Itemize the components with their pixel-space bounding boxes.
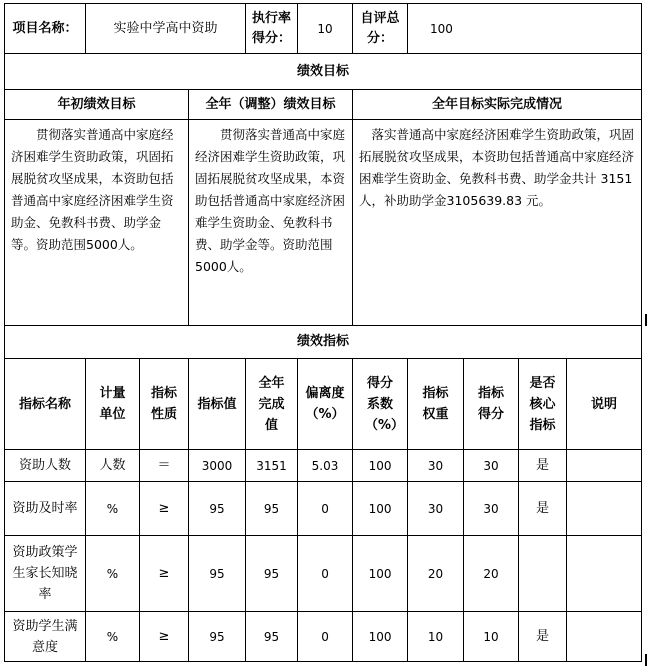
indicator-actual: 95	[246, 536, 298, 612]
col-score: 指标得分	[464, 359, 519, 450]
indicator-coefficient: 100	[353, 536, 408, 612]
exec-rate-score: 10	[298, 4, 353, 54]
indicator-deviation: 0	[298, 536, 353, 612]
indicator-target: 95	[189, 612, 246, 662]
indicator-name: 资助学生满意度	[5, 612, 86, 662]
goals-section-row	[5, 54, 642, 90]
col-weight: 指标权重	[408, 359, 464, 450]
indicator-coefficient: 100	[353, 450, 408, 482]
indicator-deviation: 0	[298, 612, 353, 662]
goals-content-row	[5, 120, 642, 326]
indicators-header-row	[5, 359, 642, 450]
self-eval-label	[353, 4, 408, 54]
adjusted-goal-text: 贯彻落实普通高中家庭经济困难学生资助政策，巩固拓展脱贫攻坚成果，本资助包括普通高中家庭经济困难学生资助金、免教科书费、助学金等。资助范围 5000人。	[189, 120, 353, 326]
project-name-value: 实验中学高中资助	[86, 4, 246, 54]
indicator-score: 30	[464, 482, 519, 536]
indicator-target: 95	[189, 482, 246, 536]
indicator-actual: 95	[246, 612, 298, 662]
indicator-score: 20	[464, 536, 519, 612]
indicator-actual: 95	[246, 482, 298, 536]
indicator-weight: 30	[408, 450, 464, 482]
initial-goal-text: 贯彻落实普通高中家庭经济困难学生资助政策，巩固拓展脱贫攻坚成果，本资助包括普通高中家庭经济困难学生资助金、免教科书费、助学金等。资助范围5000人。	[5, 120, 189, 326]
indicator-unit: 人数	[86, 450, 140, 482]
performance-table	[4, 3, 642, 662]
indicator-weight: 20	[408, 536, 464, 612]
indicators-section-title: 绩效指标	[5, 326, 642, 359]
indicator-weight: 30	[408, 482, 464, 536]
indicator-name: 资助人数	[5, 450, 86, 482]
indicator-score: 10	[464, 612, 519, 662]
indicator-unit: %	[86, 612, 140, 662]
indicator-note	[567, 536, 642, 612]
exec-rate-label-line2: 得分：	[252, 30, 292, 46]
goals-header-row	[5, 90, 642, 120]
indicator-name: 资助政策学生家长知晓率	[5, 536, 86, 612]
table-row	[5, 612, 642, 662]
col-note: 说明	[567, 359, 642, 450]
indicator-deviation: 5.03	[298, 450, 353, 482]
col-deviation: 偏离度（%）	[298, 359, 353, 450]
self-eval-score: 100	[408, 4, 642, 54]
indicator-target: 3000	[189, 450, 246, 482]
col-core: 是否核心指标	[519, 359, 567, 450]
col-actual: 全年完成值	[246, 359, 298, 450]
actual-completion-text: 落实普通高中家庭经济困难学生资助政策，巩固拓展脱贫攻坚成果，本资助包括普通高中家庭经济困难学生资助金、免教科书费、助学金共计 3151 人，补助助学金3105639.83 元。	[353, 120, 642, 326]
indicator-weight: 10	[408, 612, 464, 662]
indicator-coefficient: 100	[353, 482, 408, 536]
indicator-note	[567, 482, 642, 536]
table-row	[5, 536, 642, 612]
indicator-core: 是	[519, 612, 567, 662]
indicator-nature: ＝	[140, 450, 189, 482]
indicator-coefficient: 100	[353, 612, 408, 662]
indicator-actual: 3151	[246, 450, 298, 482]
header-row	[5, 4, 642, 54]
indicators-section-row	[5, 326, 642, 359]
indicator-unit: %	[86, 536, 140, 612]
col-nature: 指标性质	[140, 359, 189, 450]
indicator-nature: ≥	[140, 482, 189, 536]
col-initial-goal: 年初绩效目标	[5, 90, 189, 120]
self-eval-label-line1: 自评总	[360, 10, 400, 26]
col-unit: 计量单位	[86, 359, 140, 450]
self-eval-label-line2: 分：	[367, 30, 394, 46]
indicator-core: 是	[519, 482, 567, 536]
project-name-label: 项目名称：	[5, 4, 86, 54]
col-actual-completion: 全年目标实际完成情况	[353, 90, 642, 120]
indicator-target: 95	[189, 536, 246, 612]
indicator-score: 30	[464, 450, 519, 482]
indicator-deviation: 0	[298, 482, 353, 536]
indicator-name: 资助及时率	[5, 482, 86, 536]
exec-rate-label-line1: 执行率	[252, 10, 292, 26]
indicator-unit: %	[86, 482, 140, 536]
indicator-note	[567, 450, 642, 482]
col-indicator-name: 指标名称	[5, 359, 86, 450]
indicator-nature: ≥	[140, 612, 189, 662]
exec-rate-label	[246, 4, 298, 54]
indicator-nature: ≥	[140, 536, 189, 612]
col-adjusted-goal: 全年（调整）绩效目标	[189, 90, 353, 120]
goals-section-title: 绩效目标	[5, 54, 642, 90]
table-row	[5, 450, 642, 482]
col-target: 指标值	[189, 359, 246, 450]
table-row	[5, 482, 642, 536]
indicator-note	[567, 612, 642, 662]
indicator-core: 是	[519, 450, 567, 482]
indicator-core	[519, 536, 567, 612]
col-coefficient: 得分系数（%）	[353, 359, 408, 450]
